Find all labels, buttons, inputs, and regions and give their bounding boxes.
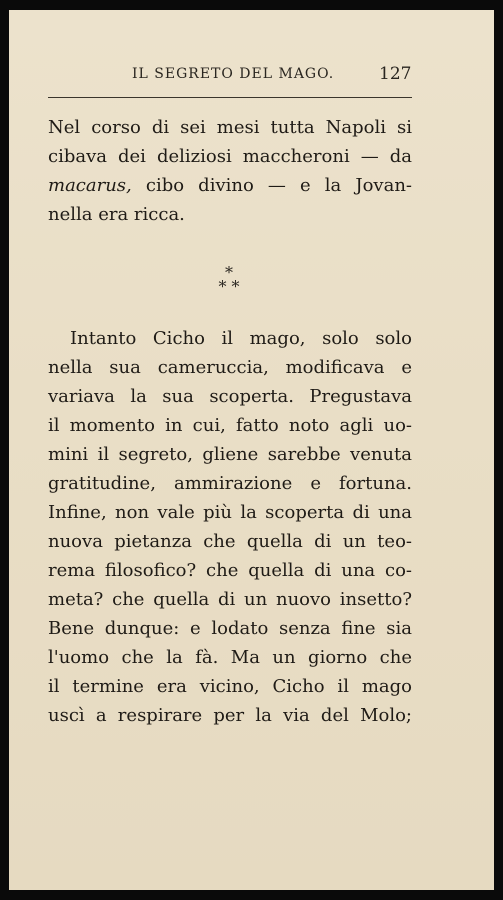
italic-word: macarus, <box>48 175 132 196</box>
text-line: variava la sua scoperta. Pregustava <box>48 386 412 407</box>
text-line: nuova pietanza che quella di un teo- <box>48 531 412 552</box>
paragraph-2 <box>48 324 412 730</box>
paragraph-1 <box>48 113 412 229</box>
text-line: Infine, non vale più la scoperta di una <box>48 502 412 523</box>
text-line: rema filosofico? che quella di una co- <box>48 560 412 581</box>
asterism-divider <box>204 263 254 296</box>
text-line: l'uomo che la fà. Ma un giorno che <box>48 647 412 668</box>
running-title: IL SEGRETO DEL MAGO. <box>132 66 335 82</box>
asterism-top: * <box>225 263 233 282</box>
asterism-bottom: * * <box>218 277 240 296</box>
text-line: Intanto Cicho il mago, solo solo <box>70 328 412 349</box>
page-number: 127 <box>379 64 412 84</box>
text-line: nella era ricca. <box>48 204 185 225</box>
text-line: gratitudine, ammirazione e fortuna. <box>48 473 412 494</box>
text-line: uscì a respirare per la via del Molo; <box>48 705 412 726</box>
header-rule <box>48 97 412 98</box>
line-rest: cibo divino — e la Jovan- <box>131 175 412 196</box>
text-line: Nel corso di sei mesi tutta Napoli si <box>48 117 412 138</box>
text-line: il momento in cui, fatto noto agli uo- <box>48 415 412 436</box>
text-line: meta? che quella di un nuovo insetto? <box>48 589 412 610</box>
text-line <box>48 171 412 200</box>
text-line: Bene dunque: e lodato senza fine sia <box>48 618 412 639</box>
text-line: nella sua cameruccia, modificava e <box>48 357 412 378</box>
text-line: cibava dei deliziosi maccheroni — da <box>48 146 412 167</box>
text-line: mini il segreto, gliene sarebbe venuta <box>48 444 412 465</box>
book-page <box>9 10 494 890</box>
text-line: il termine era vicino, Cicho il mago <box>48 676 412 697</box>
page-header <box>9 62 494 90</box>
